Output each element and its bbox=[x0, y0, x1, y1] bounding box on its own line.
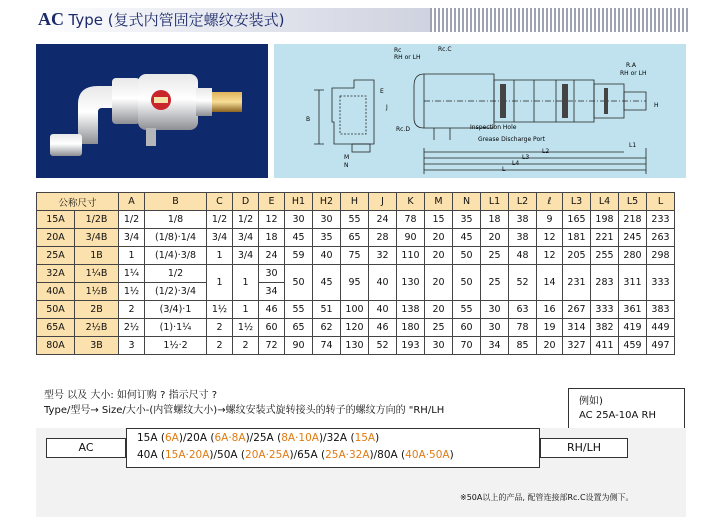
table-cell: 205 bbox=[563, 247, 591, 265]
size-cell: 25A bbox=[37, 247, 75, 265]
table-cell: 78 bbox=[509, 319, 537, 337]
table-cell: 74 bbox=[313, 337, 341, 355]
table-cell: 12 bbox=[537, 229, 563, 247]
label-l2: L2 bbox=[542, 148, 550, 155]
size-header: 公称尺寸 bbox=[37, 193, 119, 211]
page-title bbox=[38, 9, 284, 30]
table-cell: 1/2 bbox=[207, 211, 233, 229]
table-cell: 1½ bbox=[233, 319, 259, 337]
table-cell: 1½ bbox=[207, 301, 233, 319]
label-l1: L1 bbox=[629, 142, 637, 149]
table-cell: 45 bbox=[453, 229, 481, 247]
header bbox=[0, 0, 705, 36]
table-cell: 3/4 bbox=[207, 229, 233, 247]
size-cell: 3B bbox=[75, 337, 119, 355]
size-option-text: )/25A ( bbox=[245, 432, 282, 444]
table-cell: 1/8 bbox=[145, 211, 207, 229]
table-cell: 2½ bbox=[119, 319, 145, 337]
label-l: L bbox=[502, 166, 506, 173]
table-cell: 40 bbox=[313, 247, 341, 265]
table-cell: 1 bbox=[119, 247, 145, 265]
table-cell: 45 bbox=[285, 229, 313, 247]
label-e: E bbox=[380, 88, 384, 95]
table-cell: 1 bbox=[207, 247, 233, 265]
size-option-text: )/32A ( bbox=[318, 432, 355, 444]
table-cell: 25 bbox=[425, 319, 453, 337]
label-rcd: Rc.D bbox=[396, 126, 410, 133]
size-cell: 2B bbox=[75, 301, 119, 319]
col-m: M bbox=[425, 193, 453, 211]
table-cell: 383 bbox=[647, 301, 675, 319]
title-main: AC bbox=[38, 9, 64, 29]
table-cell: 40 bbox=[369, 301, 397, 319]
size-option-text: 15A ( bbox=[137, 432, 165, 444]
table-cell: (1/4)·3/8 bbox=[145, 247, 207, 265]
header-stripes bbox=[430, 8, 690, 32]
table-cell: 20 bbox=[425, 265, 453, 301]
table-cell: 361 bbox=[619, 301, 647, 319]
label-b: B bbox=[306, 116, 311, 123]
table-cell: 34 bbox=[481, 337, 509, 355]
table-cell: 16 bbox=[537, 301, 563, 319]
label-j: J bbox=[386, 104, 388, 111]
table-cell: 48 bbox=[509, 247, 537, 265]
col-l3: L3 bbox=[563, 193, 591, 211]
table-row bbox=[37, 229, 675, 247]
size-option-text: 15A·20A bbox=[164, 449, 210, 461]
spec-table bbox=[36, 192, 675, 355]
table-cell: 2 bbox=[119, 301, 145, 319]
table-cell: 2 bbox=[207, 337, 233, 355]
size-cell: 20A bbox=[37, 229, 75, 247]
size-option-text: )/50A ( bbox=[209, 449, 246, 461]
table-cell: 130 bbox=[397, 265, 425, 301]
table-cell: 314 bbox=[563, 319, 591, 337]
table-cell: 50 bbox=[453, 265, 481, 301]
table-cell: 34 bbox=[259, 283, 285, 301]
table-cell: 1½·2 bbox=[145, 337, 207, 355]
dimension-drawing bbox=[274, 44, 686, 178]
col-l2: L2 bbox=[509, 193, 537, 211]
col-b: B bbox=[145, 193, 207, 211]
col-h: H bbox=[341, 193, 369, 211]
table-cell: 1/2 bbox=[233, 211, 259, 229]
table-cell: 298 bbox=[647, 247, 675, 265]
table-body bbox=[37, 211, 675, 355]
table-cell: 52 bbox=[509, 265, 537, 301]
table-cell: 1/2 bbox=[119, 211, 145, 229]
table-cell: 411 bbox=[591, 337, 619, 355]
table-cell: (1/8)·1/4 bbox=[145, 229, 207, 247]
example-value: AC 25A-10A RH bbox=[579, 410, 656, 421]
table-cell: 18 bbox=[259, 229, 285, 247]
table-cell: 497 bbox=[647, 337, 675, 355]
table-row bbox=[37, 337, 675, 355]
table-cell: 90 bbox=[285, 337, 313, 355]
col-l1: L1 bbox=[481, 193, 509, 211]
label-l3: L3 bbox=[522, 154, 530, 161]
table-cell: 30 bbox=[259, 265, 285, 283]
table-cell: 311 bbox=[619, 265, 647, 301]
table-cell: 24 bbox=[259, 247, 285, 265]
table-cell: 30 bbox=[285, 211, 313, 229]
size-options-box bbox=[126, 428, 540, 468]
label-l4: L4 bbox=[512, 160, 520, 167]
table-cell: (1/2)·3/4 bbox=[145, 283, 207, 301]
table-cell: 12 bbox=[537, 247, 563, 265]
table-cell: 52 bbox=[369, 337, 397, 355]
col-n: N bbox=[453, 193, 481, 211]
col-k: K bbox=[397, 193, 425, 211]
col-c: C bbox=[207, 193, 233, 211]
size-cell: 65A bbox=[37, 319, 75, 337]
table-row bbox=[37, 319, 675, 337]
example-box bbox=[568, 388, 685, 430]
table-cell: 35 bbox=[313, 229, 341, 247]
table-cell: 12 bbox=[259, 211, 285, 229]
size-option-text: )/80A ( bbox=[369, 449, 406, 461]
size-option-text: )/20A ( bbox=[178, 432, 215, 444]
table-cell: 85 bbox=[509, 337, 537, 355]
table-cell: 30 bbox=[313, 211, 341, 229]
table-cell: 382 bbox=[591, 319, 619, 337]
table-cell: 28 bbox=[369, 229, 397, 247]
label-grease: Grease Discharge Port bbox=[478, 136, 545, 143]
table-cell: 419 bbox=[619, 319, 647, 337]
table-cell: 51 bbox=[313, 301, 341, 319]
footnote: ※50A以上的产品, 配管连接部Rc.C设置为侧下。 bbox=[460, 493, 634, 502]
col-j: J bbox=[369, 193, 397, 211]
type-code-box: AC bbox=[46, 438, 126, 458]
table-cell: 14 bbox=[537, 265, 563, 301]
size-option-text: 6A bbox=[164, 432, 179, 444]
table-cell: 3/4 bbox=[119, 229, 145, 247]
table-cell: 70 bbox=[453, 337, 481, 355]
product-photo bbox=[36, 44, 268, 178]
order-description: Type/型号→ Size/大小-(内管螺纹大小)→螺纹安装式旋转接头的转子的螺纹方向的 "RH/LH bbox=[44, 405, 445, 416]
size-cell: 1½B bbox=[75, 283, 119, 301]
table-cell: (1)·1¼ bbox=[145, 319, 207, 337]
size-cell: 3/4B bbox=[75, 229, 119, 247]
table-cell: 120 bbox=[341, 319, 369, 337]
table-cell: 9 bbox=[537, 211, 563, 229]
table-cell: 110 bbox=[397, 247, 425, 265]
table-cell: 46 bbox=[369, 319, 397, 337]
table-cell: (3/4)·1 bbox=[145, 301, 207, 319]
table-row bbox=[37, 301, 675, 319]
table-cell: 55 bbox=[453, 301, 481, 319]
size-cell: 40A bbox=[37, 283, 75, 301]
col-l4: L4 bbox=[591, 193, 619, 211]
size-cell: 1/2B bbox=[75, 211, 119, 229]
direction-box: RH/LH bbox=[540, 438, 628, 458]
label-n: N bbox=[344, 162, 349, 169]
table-cell: 231 bbox=[563, 265, 591, 301]
table-cell: 255 bbox=[591, 247, 619, 265]
label-rc: Rc bbox=[394, 47, 402, 54]
col-e: E bbox=[259, 193, 285, 211]
table-cell: 46 bbox=[259, 301, 285, 319]
table-cell: 72 bbox=[259, 337, 285, 355]
table-cell: 60 bbox=[259, 319, 285, 337]
size-option-text: 25A·32A bbox=[325, 449, 370, 461]
table-cell: 19 bbox=[537, 319, 563, 337]
col-l: L bbox=[647, 193, 675, 211]
table-cell: 18 bbox=[481, 211, 509, 229]
table-cell: 32 bbox=[369, 247, 397, 265]
table-cell: 65 bbox=[341, 229, 369, 247]
table-row bbox=[37, 247, 675, 265]
table-cell: 218 bbox=[619, 211, 647, 229]
table-cell: 95 bbox=[341, 265, 369, 301]
table-cell: 62 bbox=[313, 319, 341, 337]
table-cell: 30 bbox=[481, 319, 509, 337]
table-cell: 221 bbox=[591, 229, 619, 247]
table-cell: 30 bbox=[481, 301, 509, 319]
size-cell: 1¼B bbox=[75, 265, 119, 283]
table-cell: 20 bbox=[425, 229, 453, 247]
size-option-text: ) bbox=[375, 432, 380, 444]
example-label: 例如) bbox=[579, 396, 603, 407]
size-option-text: )/65A ( bbox=[289, 449, 326, 461]
order-code-area bbox=[36, 428, 686, 517]
rotary-joint-photo bbox=[36, 44, 268, 178]
table-cell: 233 bbox=[647, 211, 675, 229]
table-cell: 25 bbox=[481, 247, 509, 265]
table-cell: 1 bbox=[233, 265, 259, 301]
size-option-text: ) bbox=[449, 449, 454, 461]
table-cell: 193 bbox=[397, 337, 425, 355]
label-h: H bbox=[654, 102, 659, 109]
table-cell: 333 bbox=[647, 265, 675, 301]
table-cell: 263 bbox=[647, 229, 675, 247]
size-cell: 15A bbox=[37, 211, 75, 229]
table-cell: 245 bbox=[619, 229, 647, 247]
table-cell: 449 bbox=[647, 319, 675, 337]
title-sub: Type (复式内管固定螺纹安装式) bbox=[68, 11, 285, 29]
label-rh-lh-2: RH or LH bbox=[620, 70, 647, 77]
table-cell: 55 bbox=[285, 301, 313, 319]
table-cell: 3 bbox=[119, 337, 145, 355]
table-cell: 90 bbox=[397, 229, 425, 247]
table-header-row bbox=[37, 193, 675, 211]
table-cell: 35 bbox=[453, 211, 481, 229]
table-cell: 3/4 bbox=[233, 247, 259, 265]
table-cell: 1¼ bbox=[119, 265, 145, 283]
table-cell: 283 bbox=[591, 265, 619, 301]
size-option-text: 40A ( bbox=[137, 449, 165, 461]
table-cell: 40 bbox=[369, 265, 397, 301]
col-h2: H2 bbox=[313, 193, 341, 211]
size-cell: 2½B bbox=[75, 319, 119, 337]
table-cell: 38 bbox=[509, 229, 537, 247]
size-option-text: 40A·50A bbox=[405, 449, 450, 461]
order-question: 型号 以及 大小: 如何订购 ? 指示尺寸 ? bbox=[44, 390, 218, 401]
table-row bbox=[37, 211, 675, 229]
col-a: A bbox=[119, 193, 145, 211]
table-cell: 50 bbox=[285, 265, 313, 301]
size-cell: 1B bbox=[75, 247, 119, 265]
table-cell: 24 bbox=[369, 211, 397, 229]
table-cell: 181 bbox=[563, 229, 591, 247]
table-cell: 3/4 bbox=[233, 229, 259, 247]
table-cell: 20 bbox=[425, 301, 453, 319]
table-cell: 20 bbox=[537, 337, 563, 355]
table-cell: 65 bbox=[285, 319, 313, 337]
table-cell: 333 bbox=[591, 301, 619, 319]
size-options-line-1 bbox=[137, 432, 379, 444]
table-cell: 38 bbox=[509, 211, 537, 229]
table-cell: 20 bbox=[425, 247, 453, 265]
size-option-text: 6A·8A bbox=[214, 432, 246, 444]
table-cell: 50 bbox=[453, 247, 481, 265]
label-rh-lh: RH or LH bbox=[394, 54, 421, 61]
table-cell: 55 bbox=[341, 211, 369, 229]
label-rcc: Rc.C bbox=[438, 46, 452, 53]
col-h1: H1 bbox=[285, 193, 313, 211]
table-cell: 280 bbox=[619, 247, 647, 265]
table-cell: 30 bbox=[425, 337, 453, 355]
col-l5: L5 bbox=[619, 193, 647, 211]
table-cell: 1/2 bbox=[145, 265, 207, 283]
table-cell: 75 bbox=[341, 247, 369, 265]
size-option-text: 15A bbox=[354, 432, 376, 444]
table-cell: 1½ bbox=[119, 283, 145, 301]
table-cell: 180 bbox=[397, 319, 425, 337]
col-d: D bbox=[233, 193, 259, 211]
size-cell: 80A bbox=[37, 337, 75, 355]
table-cell: 15 bbox=[425, 211, 453, 229]
size-option-text: 8A·10A bbox=[281, 432, 319, 444]
table-cell: 78 bbox=[397, 211, 425, 229]
table-cell: 100 bbox=[341, 301, 369, 319]
table-cell: 60 bbox=[453, 319, 481, 337]
size-option-text: 20A·25A bbox=[245, 449, 290, 461]
table-cell: 1 bbox=[233, 301, 259, 319]
table-row bbox=[37, 265, 675, 283]
label-inspection: Inspection Hole bbox=[470, 124, 517, 131]
size-cell: 50A bbox=[37, 301, 75, 319]
col-ell: ℓ bbox=[537, 193, 563, 211]
table-cell: 130 bbox=[341, 337, 369, 355]
table-cell: 20 bbox=[481, 229, 509, 247]
table-cell: 198 bbox=[591, 211, 619, 229]
table-cell: 165 bbox=[563, 211, 591, 229]
table-cell: 59 bbox=[285, 247, 313, 265]
table-cell: 267 bbox=[563, 301, 591, 319]
table-cell: 138 bbox=[397, 301, 425, 319]
sectional-drawing-svg bbox=[274, 44, 686, 178]
table-cell: 25 bbox=[481, 265, 509, 301]
table-cell: 1 bbox=[207, 265, 233, 301]
size-cell: 32A bbox=[37, 265, 75, 283]
size-options-line-2 bbox=[137, 449, 454, 461]
label-ra: R.A bbox=[626, 62, 636, 69]
table-cell: 327 bbox=[563, 337, 591, 355]
table-cell: 63 bbox=[509, 301, 537, 319]
table-cell: 459 bbox=[619, 337, 647, 355]
table-cell: 45 bbox=[313, 265, 341, 301]
label-m: M bbox=[344, 154, 350, 161]
table-cell: 2 bbox=[207, 319, 233, 337]
table-cell: 2 bbox=[233, 337, 259, 355]
